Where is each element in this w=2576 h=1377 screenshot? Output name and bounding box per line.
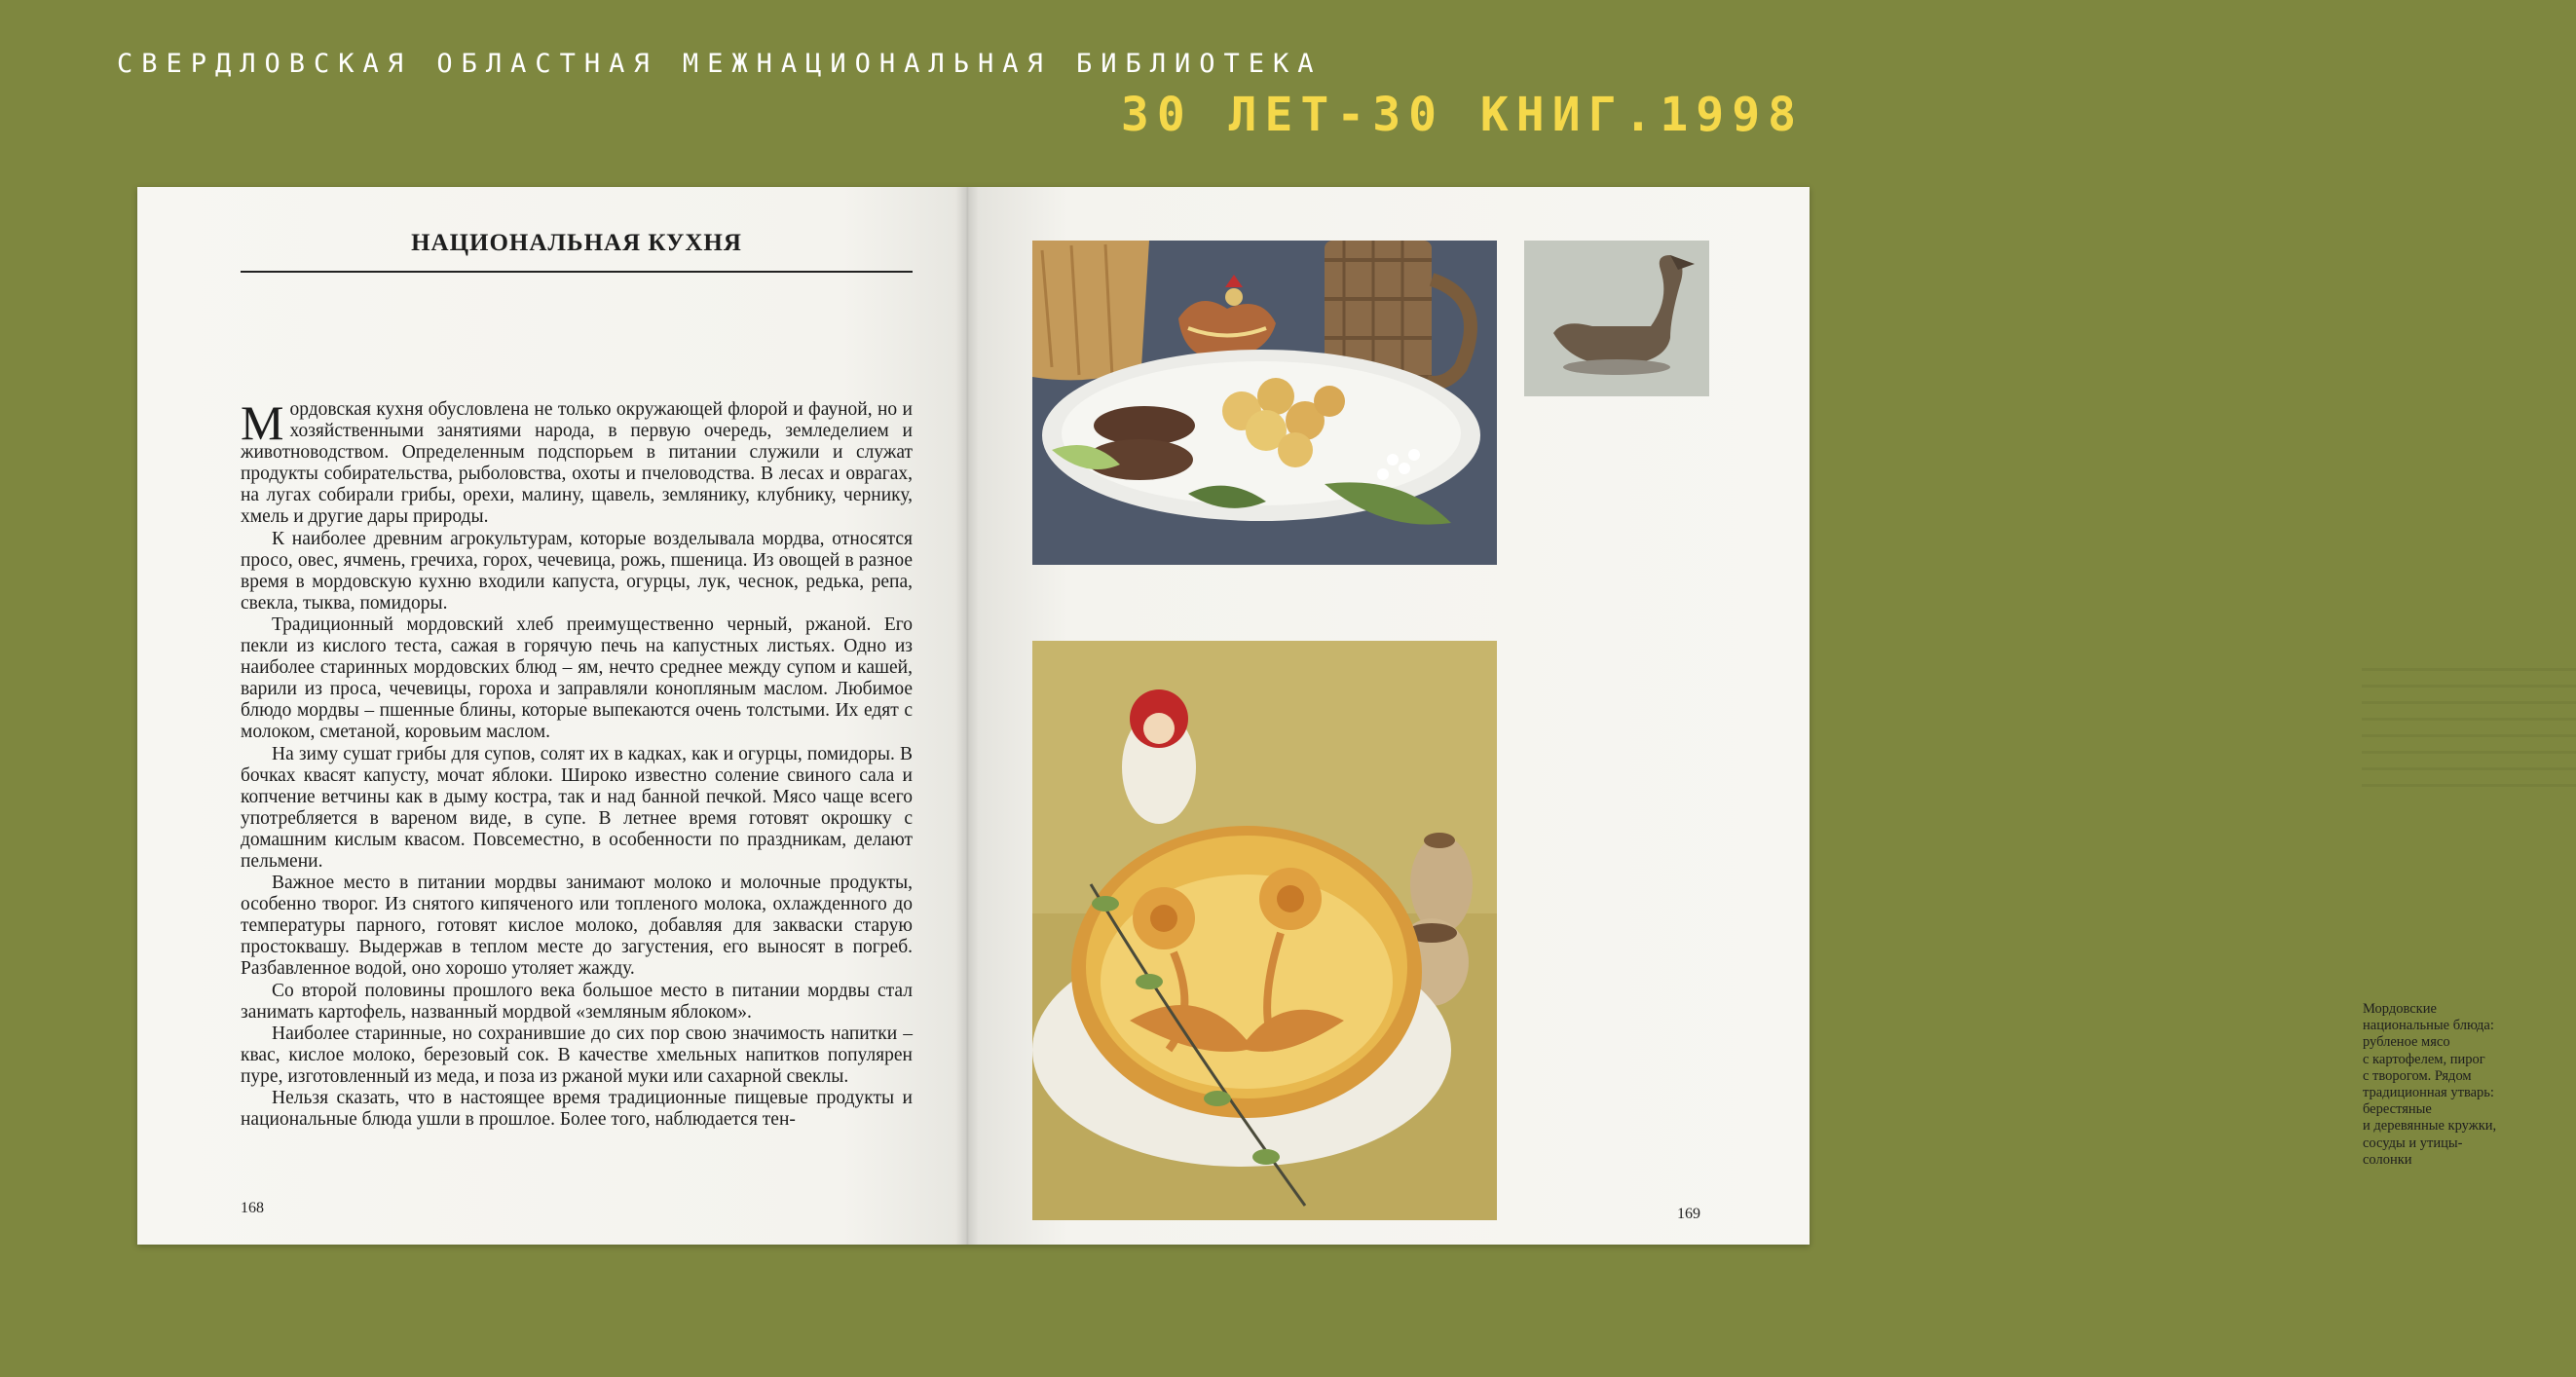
photo-duck-vessel xyxy=(1524,241,1709,396)
show-through-text xyxy=(2362,654,2576,800)
page-number-right: 169 xyxy=(1677,1206,1700,1222)
left-page xyxy=(137,187,967,1245)
body-text xyxy=(241,395,913,1131)
caption-line: и деревянные кружки, xyxy=(2363,1118,2497,1135)
photo-meat-dish xyxy=(1032,241,1497,565)
paragraph: Традиционный мордовский хлеб преимущественно черный, ржаной. Его пекли из кислого теста, сажая в горячую печь на капустных листьях. Одно из наиболее старинных мордовских блюд – ям, нечто среднее между супом и кашей, варили из проса, чечевицы, гороха и заправляли конопляным маслом. Любимое блюдо мордвы – пшенные блины, которые выпекаются очень толстыми. Их едят с молоком, сметаной, коровьим маслом. xyxy=(241,614,913,743)
caption-line: с творогом. Рядом xyxy=(2363,1067,2472,1084)
caption-line: рубленое мясо xyxy=(2363,1034,2450,1051)
photo-pie xyxy=(1032,641,1497,1220)
paragraph: На зиму сушат грибы для супов, солят их в кадках, как и огурцы, помидоры. В бочках квасят капусту, мочат яблоки. Широко известно соление свиного сала и копчение ветчины как в дыму костра, так и над банной печкой. Мясо чаще всего употребляется в вареном виде, в супе. В летнее время готовят окрошку с домашним кислым квасом. Повсеместно, в особенности по праздникам, делают пельмени. xyxy=(241,743,913,872)
paragraph: Нельзя сказать, что в настоящее время традиционные пищевые продукты и национальные блюда ушли в прошлое. Более того, наблюдается тен- xyxy=(241,1088,913,1131)
photo-caption xyxy=(2363,1001,2543,1169)
paragraph: Наиболее старинные, но сохранившие до сих пор свою значимость напитки – квас, кислое молоко, березовый сок. В качестве хмельных напитков популярен пуре, изготовленный из меда, и поза из ржаной муки или сахарной свеклы. xyxy=(241,1023,913,1087)
paragraph-text: ордовская кухня обусловлена не только окружающей флорой и фауной, но и хозяйственными занятиями народа, в первую очередь, земледелием и животноводством. Определенным подспорьем в питании служили и служат продукты собирательства, рыболовства, охоты и пчеловодства. В лесах и оврагах, на лугах собирали грибы, орехи, малину, щавель, землянику, клубнику, чернику, хмель и другие дары природы. xyxy=(241,399,913,528)
book-spread xyxy=(137,187,2497,1245)
caption-line: сосуды и утицы- xyxy=(2363,1135,2463,1151)
caption-line: берестяные xyxy=(2363,1101,2432,1118)
paragraph: К наиболее древним агрокультурам, которые возделывала мордва, относятся просо, овес, ячмень, гречиха, горох, чечевица, рожь, пшеница. Из овощей в разное время в мордовскую кухню входили капуста, огурцы, лук, чеснок, редька, репа, свекла, тыква, помидоры. xyxy=(241,528,913,614)
title-rule xyxy=(241,271,913,273)
book-gutter xyxy=(955,187,979,1245)
paragraph: Со второй половины прошлого века большое место в питании мордвы стал занимать картофель, названный мордвой «земляным яблоком». xyxy=(241,980,913,1023)
drop-cap: М xyxy=(241,395,284,450)
library-name: СВЕРДЛОВСКАЯ ОБЛАСТНАЯ МЕЖНАЦИОНАЛЬНАЯ БИБЛИОТЕКА xyxy=(117,49,1323,79)
caption-line: национальные блюда: xyxy=(2363,1018,2494,1034)
chapter-title: НАЦИОНАЛЬНАЯ КУХНЯ xyxy=(411,230,742,256)
caption-line: с картофелем, пирог xyxy=(2363,1051,2485,1067)
page-number-left: 168 xyxy=(241,1200,264,1216)
caption-line: традиционная утварь: xyxy=(2363,1085,2494,1101)
caption-line: солонки xyxy=(2363,1151,2412,1168)
paragraph xyxy=(241,395,913,529)
edition-title: 30 ЛЕТ-30 КНИГ.1998 xyxy=(1120,88,1804,142)
paragraph: Важное место в питании мордвы занимают молоко и молочные продукты, особенно творог. Из снятого кипяченого или топленого молока, охлажденного до температуры парного, готовят кислое молоко, добавляя для закваски старую простоквашу. Выдержав в теплом месте до загустения, его выносят в погреб. Разбавленное водой, оно хорошо утоляет жажду. xyxy=(241,873,913,980)
caption-line: Мордовские xyxy=(2363,1001,2437,1017)
